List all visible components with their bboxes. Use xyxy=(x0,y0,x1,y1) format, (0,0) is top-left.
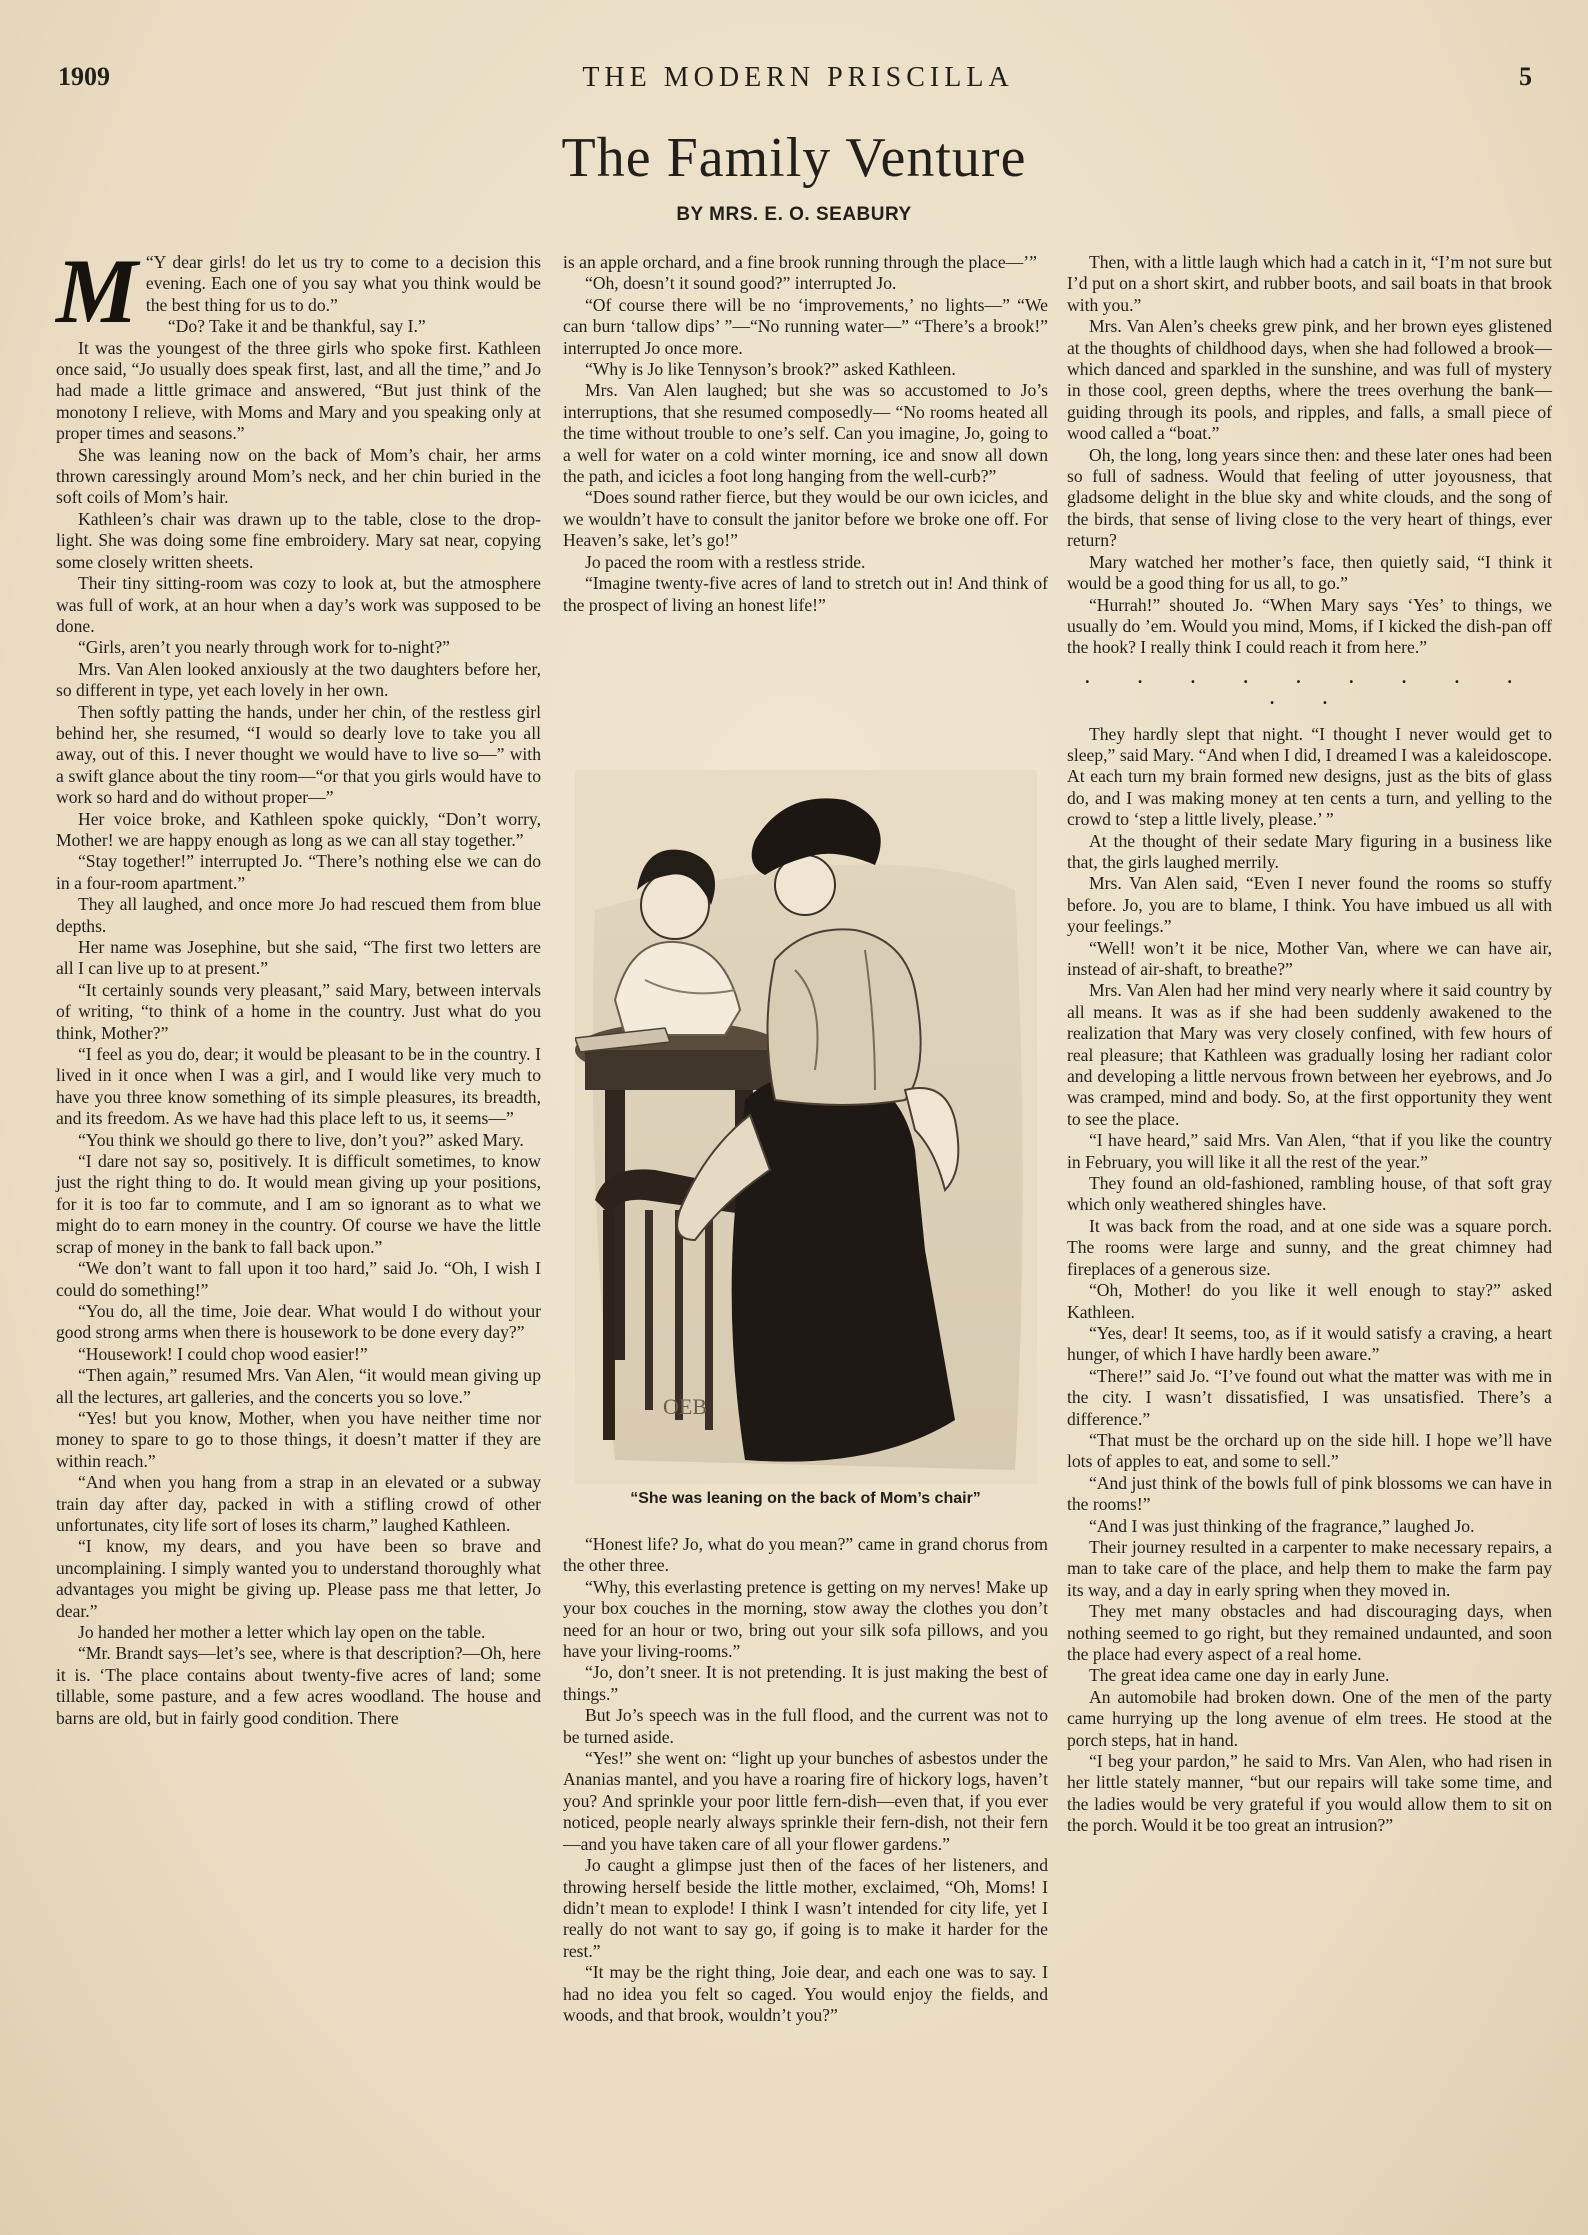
paragraph: “You do, all the time, Joie dear. What would I do without your good strong arms when there is housework to be done every day?” xyxy=(56,1300,541,1343)
paragraph: “Well! won’t it be nice, Mother Van, where we can have air, instead of air-shaft, to breathe?” xyxy=(1067,937,1552,979)
illustration-signature: OEB xyxy=(663,1394,707,1419)
paragraph: “It may be the right thing, Joie dear, and each one was to say. I had no idea you felt so caged. You would enjoy the fields, and woods, and that brook, wouldn’t you?” xyxy=(563,1962,1048,2025)
column-2-bottom-text xyxy=(563,1534,1048,2026)
column-1 xyxy=(56,240,541,1729)
paragraph: “Jo, don’t sneer. It is not pretending. It is just making the best of things.” xyxy=(563,1662,1048,1704)
column-2-top-text xyxy=(563,252,1048,616)
paragraph: is an apple orchard, and a fine brook running through the place—’” xyxy=(563,252,1037,272)
paragraph: Their journey resulted in a carpenter to make necessary repairs, a man to take care of the place, and help them to make the farm pay its way, and a day in early spring when they moved in. xyxy=(1067,1536,1552,1600)
paragraph: “I beg your pardon,” he said to Mrs. Van Alen, who had risen in her little stately manner, “but our repairs will take some time, and the ladies would be very grateful if you would allow them to sit on the porch. Would it be too great an intrusion?” xyxy=(1067,1751,1552,1836)
paragraph: “I have heard,” said Mrs. Van Alen, “that if you like the country in February, you will like it all the rest of the year.” xyxy=(1067,1130,1552,1172)
page-header xyxy=(58,62,1538,102)
paragraph: Oh, the long, long years since then: and these later ones had been so full of sadness. Would that feeling of utter joyousness, that gladsome delight in the blue sky and white clouds, and the song of the birds, that sense of living close to the very heart of things, ever return? xyxy=(1067,444,1552,551)
paragraph: “There!” said Jo. “I’ve found out what the matter was with me in the city. I wasn’t dissatisfied, I was unsatisfied. There’s a difference.” xyxy=(1067,1365,1552,1429)
paragraph: Mrs. Van Alen had her mind very nearly where it said country by all means. It was as if she had been suddenly awakened to the realization that Mary was very closely confined, with few hours of real pleasure; that Kathleen was gradually losing her radiant color and developing a little nervous frown between her eyebrows, and Jo was cramped, mind and body. So, at the first opportunity they went to see the place. xyxy=(1067,980,1552,1129)
paragraph: “Y dear girls! do let us try to come to a decision this evening. Each one of you say what you think would be the best thing for us to do.” xyxy=(145,252,541,315)
paragraph: An automobile had broken down. One of the men of the party came hurrying up the long avenue of elm trees. He stood at the porch steps, hat in hand. xyxy=(1067,1686,1552,1750)
paragraph: They hardly slept that night. “I thought I never would get to sleep,” said Mary. “And when I did, I dreamed I was a kaleidoscope. At each turn my brain formed new designs, just as the bits of glass do, and I was making money at ten cents a turn, and yelling to the crowd to ‘step a little lively, please.’ ” xyxy=(1067,723,1552,830)
paragraph: “Hurrah!” shouted Jo. “When Mary says ‘Yes’ to things, we usually do ’em. Would you mind, Moms, if I kicked the dish-pan off the hook? I really think I could reach it from here.” xyxy=(1067,594,1552,658)
article-title: The Family Venture xyxy=(561,127,1027,189)
paragraph: “Of course there will be no ‘improvements,’ no lights—” “We can burn ‘tallow dips’ ”—“No running water—” “There’s a brook!” interrupted Jo once more. xyxy=(563,294,1048,358)
paragraph: Mrs. Van Alen’s cheeks grew pink, and her brown eyes glistened at the thoughts of childhood days, when she had followed a brook—which danced and sparkled in the sunshine, and was full of mystery in those cool, green depths, where the trees overhung the bank—guiding through its pools, and ripples, and falls, a small piece of wood called a “boat.” xyxy=(1067,316,1552,444)
paragraph: Mrs. Van Alen looked anxiously at the two daughters before her, so different in type, yet each lovely in her own. xyxy=(56,658,541,701)
paragraph: They found an old-fashioned, rambling house, of that soft gray which only weathered shingles have. xyxy=(1067,1173,1552,1215)
page-number: 5 xyxy=(1519,62,1532,91)
paragraph: “And just think of the bowls full of pink blossoms we can have in the rooms!” xyxy=(1067,1472,1552,1515)
magazine-title: THE MODERN PRISCILLA xyxy=(582,62,1014,93)
paragraph: “Yes! but you know, Mother, when you have neither time nor money to spare to go to those things, it doesn’t matter if they are within reach.” xyxy=(56,1407,541,1471)
paragraph: “Honest life? Jo, what do you mean?” came in grand chorus from the other three. xyxy=(563,1534,1048,1576)
paragraph: “I dare not say so, positively. It is difficult sometimes, to know just the right thing to do. It would mean giving up your positions, for it is too far to commute, and I am so ignorant as to what we might do to earn money in the country. Of course we have the little scrap of money in the bank to fall back upon.” xyxy=(56,1151,541,1257)
paragraph: “Oh, Mother! do you like it well enough to stay?” asked Kathleen. xyxy=(1067,1280,1552,1322)
paragraph: “Yes, dear! It seems, too, as if it would satisfy a craving, a heart hunger, of which I have hardly been aware.” xyxy=(1067,1322,1552,1365)
paragraph: They met many obstacles and had discouraging days, when nothing seemed to go right, but they remained undaunted, and soon the place had every aspect of a real home. xyxy=(1067,1601,1552,1664)
paragraph: “That must be the orchard up on the side hill. I hope we’ll have lots of apples to eat, and some to sell.” xyxy=(1067,1429,1552,1472)
column-1-text xyxy=(56,240,541,1729)
column-3-text-a xyxy=(1067,252,1552,659)
paragraph: “Girls, aren’t you nearly through work for to-night?” xyxy=(78,637,450,658)
paragraph: Her name was Josephine, but she said, “The first two letters are all I can live up to at present.” xyxy=(56,937,541,979)
paragraph: Their tiny sitting-room was cozy to look at, but the atmosphere was full of work, at an hour when a day’s work was supposed to be done. xyxy=(56,573,541,636)
illustration xyxy=(575,770,1037,1484)
paragraph: “Stay together!” interrupted Jo. “There’s nothing else we can do in a four-room apartment.” xyxy=(56,851,541,893)
paragraph: “Imagine twenty-five acres of land to stretch out in! And think of the prospect of living an honest life!” xyxy=(563,573,1048,615)
paragraph: But Jo’s speech was in the full flood, and the current was not to be turned aside. xyxy=(563,1705,1048,1747)
paragraph: She was leaning now on the back of Mom’s chair, her arms thrown caressingly around Mom’s neck, and her chin buried in the soft coils of Mom’s hair. xyxy=(56,444,541,508)
drop-cap: M xyxy=(56,240,138,342)
paragraph: “Housework! I could chop wood easier!” xyxy=(78,1343,368,1364)
paragraph: “And when you hang from a strap in an elevated or a subway train day after day, packed in with a stifling crowd of other unfortunates, city life sort of loses its charm,” laughed Kathleen. xyxy=(56,1472,541,1535)
paragraph: Then softly patting the hands, under her chin, of the restless girl behind her, she resumed, “I would so dearly love to take you all away, out of this. I never thought we would have to live so—” with a swift glance about the tiny room—“or that you girls would have to work so hard and do without proper—” xyxy=(56,701,541,808)
paragraph: Then, with a little laugh which had a catch in it, “I’m not sure but I’d put on a short skirt, and rubber boots, and sail boats in that brook with you.” xyxy=(1067,252,1552,315)
column-2-bottom xyxy=(563,1534,1048,2026)
paragraph: “Does sound rather fierce, but they would be our own icicles, and we wouldn’t have to consult the janitor before we broke one off. For Heaven’s sake, let’s go!” xyxy=(563,487,1048,551)
paragraph: The great idea came one day in early June. xyxy=(1089,1665,1390,1686)
paragraph: Jo handed her mother a letter which lay open on the table. xyxy=(78,1622,486,1642)
paragraph: “And I was just thinking of the fragrance,” laughed Jo. xyxy=(1089,1515,1475,1536)
paragraph: “Then again,” resumed Mrs. Van Alen, “it would mean giving up all the lectures, art galleries, and the concerts you so love.” xyxy=(56,1365,541,1407)
paragraph: “We don’t want to fall upon it too hard,” said Jo. “Oh, I wish I could do something!” xyxy=(56,1258,541,1300)
paragraph: At the thought of their sedate Mary figuring in a business like that, the girls laughed merrily. xyxy=(1067,830,1552,872)
issue-year: 1909 xyxy=(58,62,110,91)
column-3 xyxy=(1067,252,1552,1837)
paragraph: “I feel as you do, dear; it would be pleasant to be in the country. I lived in it once when I was a girl, and I would like very much to have you three know something of its simple pleasures, its breadth, and its freedom. As we have had this place left to us, it seems—” xyxy=(56,1044,541,1129)
paragraph: Her voice broke, and Kathleen spoke quickly, “Don’t worry, Mother! we are happy enough as long as we can all stay together.” xyxy=(56,808,541,850)
paragraph: Mrs. Van Alen laughed; but she was so accustomed to Jo’s interruptions, that she resumed composedly— “No rooms heated all the time without trouble to one’s self. Can you imagine, Jo, going to a well for water on a cold winter morning, ice and snow all down the path, and icicles a foot long hanging from the well-curb?” xyxy=(563,380,1048,487)
paragraph: “Why is Jo like Tennyson’s brook?” asked Kathleen. xyxy=(585,359,956,380)
paragraph: “I know, my dears, and you have been so brave and uncomplaining. I simply wanted you to understand thoroughly what advantages you might be giving up. Please pass me that letter, Jo dear.” xyxy=(56,1536,541,1621)
paragraph: It was back from the road, and at one side was a square porch. The rooms were large and sunny, and the great chimney had fireplaces of a generous size. xyxy=(1067,1215,1552,1279)
section-break: . . . . . . . . . . . xyxy=(1085,666,1534,709)
paragraph: Kathleen’s chair was drawn up to the table, close to the drop-light. She was doing some fine embroidery. Mary sat near, copying some closely written sheets. xyxy=(56,508,541,572)
paragraph: “Do? Take it and be thankful, say I.” xyxy=(167,316,426,337)
paragraph: They all laughed, and once more Jo had rescued them from blue depths. xyxy=(56,894,541,936)
column-3-text-b xyxy=(1067,724,1552,1837)
paragraph: Jo caught a glimpse just then of the faces of her listeners, and throwing herself beside the little mother, exclaimed, “Oh, Moms! I didn’t mean to explode! I think I wasn’t intended for city life, yet I really do not want to say go, if going is to make it harder for the rest.” xyxy=(563,1855,1048,1961)
paragraph: Mary watched her mother’s face, then quietly said, “I think it would be a good thing for us all, to go.” xyxy=(1067,551,1552,594)
column-2-top xyxy=(563,252,1048,616)
paragraph: “You think we should go there to live, don’t you?” asked Mary. xyxy=(78,1129,524,1150)
paragraph: It was the youngest of the three girls who spoke first. Kathleen once said, “Jo usually does speak first, last, and all the time,” and Jo had made a little grimace and answered, “But just think of the monotony I relieve, with Moms and Mary and you speaking only at proper times and seasons.” xyxy=(56,337,541,444)
article-byline: BY MRS. E. O. SEABURY xyxy=(676,204,912,225)
paragraph: Mrs. Van Alen said, “Even I never found the rooms so stuffy before. Jo, you are to blame, I think. You have imbued us all with your feelings.” xyxy=(1067,873,1552,937)
paragraph: “Yes!” she went on: “light up your bunches of asbestos under the Ananias mantel, and you have a roaring fire of hickory logs, haven’t you? And sprinkle your poor little fern-dish—even that, if you ever noticed, people nearly always sprinkle their fern-dish, not their fern—and you have taken care of all your flower gardens.” xyxy=(563,1748,1048,1854)
paragraph: “It certainly sounds very pleasant,” said Mary, between intervals of writing, “to think of a home in the country. Just what do you think, Mother?” xyxy=(56,979,541,1043)
paragraph: Jo paced the room with a restless stride. xyxy=(585,551,866,572)
paragraph: “Oh, doesn’t it sound good?” interrupted Jo. xyxy=(585,273,897,294)
illustration-two-women-icon xyxy=(575,770,1037,1484)
illustration-caption: “She was leaning on the back of Mom’s chair” xyxy=(630,1490,981,1507)
paragraph: “Why, this everlasting pretence is getting on my nerves! Make up your box couches in the morning, stow away the clothes you don’t need for an hour or two, bring out your silk sofa pillows, and you have your living-rooms.” xyxy=(563,1576,1048,1662)
paragraph: “Mr. Brandt says—let’s see, where is that description?—Oh, here it is. ‘The place contains about twenty-five acres of land; some tillable, some pasture, and a few acres woodland. The house and barns are old, but in fairly good condition. There xyxy=(56,1643,541,1728)
